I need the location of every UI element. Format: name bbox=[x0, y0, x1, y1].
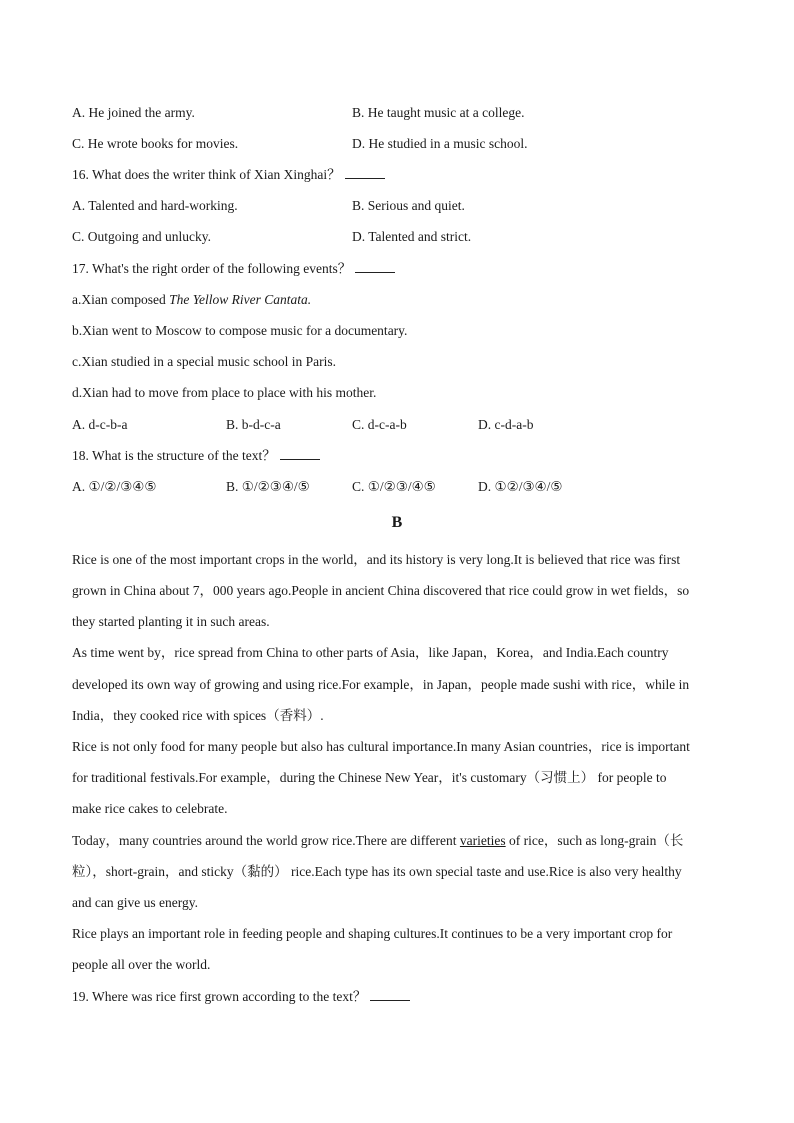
underlined-word-varieties: varieties bbox=[459, 833, 506, 848]
q17-answer-blank[interactable] bbox=[355, 260, 395, 273]
q17-option-c: C. d-c-a-b bbox=[352, 417, 407, 432]
q17-option-b: B. b-d-c-a bbox=[226, 417, 281, 432]
passage-p3-line1: Rice is not only food for many people but also has cultural importance.In many Asian countries，rice is important bbox=[72, 739, 690, 754]
q15-option-c: C. He wrote books for movies. bbox=[72, 136, 239, 151]
passage-p1-line2: grown in China about 7，000 years ago.People in ancient China discovered that rice could grow in wet fields，so bbox=[72, 583, 690, 598]
q17-event-b: b.Xian went to Moscow to compose music for a documentary. bbox=[72, 323, 408, 338]
q18-option-a: A. ①/②/③④⑤ bbox=[72, 479, 157, 494]
passage-p4-line2: 粒），short-grain，and sticky（黏的） rice.Each type has its own special taste and use.Rice is also very healthy bbox=[72, 864, 682, 879]
q19-answer-blank[interactable] bbox=[370, 988, 410, 1001]
q17-option-a: A. d-c-b-a bbox=[72, 417, 128, 432]
passage-p4-line1-pre: Today，many countries around the world grow rice.There are different bbox=[72, 833, 460, 848]
q15-option-b: B. He taught music at a college. bbox=[352, 105, 525, 120]
passage-p5-line1: Rice plays an important role in feeding people and shaping cultures.It continues to be a very important crop for bbox=[72, 926, 673, 941]
q17-event-c: c.Xian studied in a special music school in Paris. bbox=[72, 354, 336, 369]
q16-option-d: D. Talented and strict. bbox=[352, 229, 472, 244]
q16-answer-blank[interactable] bbox=[345, 166, 385, 179]
q18-option-b: B. ①/②③④/⑤ bbox=[226, 479, 310, 494]
passage-p2-line1: As time went by，rice spread from China to other parts of Asia，like Japan，Korea，and India.Each country bbox=[72, 645, 669, 660]
passage-p4-line1 bbox=[72, 832, 683, 850]
q19-question bbox=[72, 988, 410, 1006]
q17-event-a-text: a.Xian composed bbox=[72, 292, 170, 307]
q17-option-d: D. c-d-a-b bbox=[478, 417, 534, 432]
q17-event-d: d.Xian had to move from place to place with his mother. bbox=[72, 385, 377, 400]
q17-event-a-title: The Yellow River Cantata. bbox=[169, 292, 312, 307]
q16-option-a: A. Talented and hard-working. bbox=[72, 198, 238, 213]
q16-stem: 16. What does the writer think of Xian Xinghai？ bbox=[72, 167, 341, 182]
passage-p2-line2: developed its own way of growing and using rice.For example，in Japan，people made sushi with rice，while in bbox=[72, 677, 690, 692]
q16-option-b: B. Serious and quiet. bbox=[352, 198, 465, 213]
passage-p2-line3: India，they cooked rice with spices（香料）. bbox=[72, 708, 324, 723]
q18-answer-blank[interactable] bbox=[280, 447, 320, 460]
q17-stem: 17. What's the right order of the following events？ bbox=[72, 261, 352, 276]
q18-stem: 18. What is the structure of the text？ bbox=[72, 448, 276, 463]
q18-question bbox=[72, 447, 320, 465]
passage-p4-line3: and can give us energy. bbox=[72, 895, 198, 910]
q16-option-c: C. Outgoing and unlucky. bbox=[72, 229, 211, 244]
passage-p1-line3: they started planting it in such areas. bbox=[72, 614, 270, 629]
q15-option-d: D. He studied in a music school. bbox=[352, 136, 528, 151]
q16-question bbox=[72, 166, 385, 184]
q19-stem: 19. Where was rice first grown according to the text？ bbox=[72, 989, 367, 1004]
q18-option-d: D. ①②/③④/⑤ bbox=[478, 479, 563, 494]
section-heading-b: B bbox=[391, 514, 403, 531]
passage-p1-line1: Rice is one of the most important crops in the world，and its history is very long.It is believed that rice was first bbox=[72, 552, 681, 567]
q15-option-a: A. He joined the army. bbox=[72, 105, 195, 120]
passage-p3-line2: for traditional festivals.For example，during the Chinese New Year，it's customary（习惯上） for people to bbox=[72, 770, 667, 785]
passage-p3-line3: make rice cakes to celebrate. bbox=[72, 801, 228, 816]
passage-p4-line1-post: of rice，such as long-grain（长 bbox=[505, 833, 684, 848]
q17-event-a bbox=[72, 291, 311, 309]
q17-question bbox=[72, 260, 395, 278]
passage-p5-line2: people all over the world. bbox=[72, 957, 211, 972]
q18-option-c: C. ①/②③/④⑤ bbox=[352, 479, 436, 494]
